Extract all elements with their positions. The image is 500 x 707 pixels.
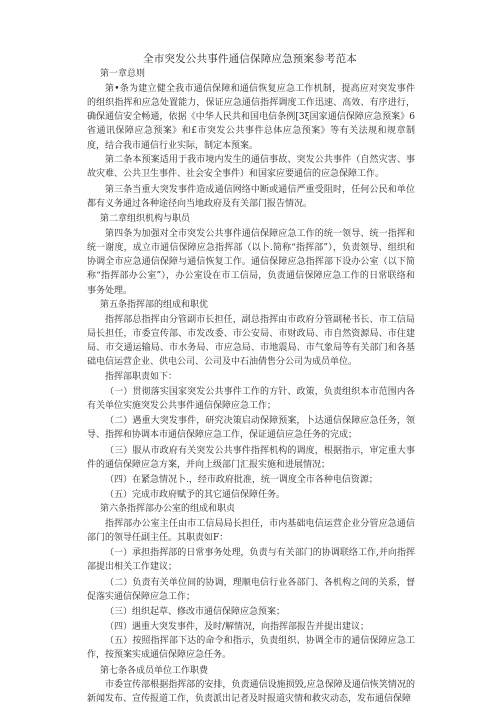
article-7-heading: 第七条各成员单位工作职费: [100, 665, 209, 676]
article-6-heading: 第六条指挥部办公室的组成和职贞: [100, 504, 236, 514]
article-4: 第四条为加强对全市突发公共事件通信保障应急工作的统一领导、统一指挥和统一谢度，成立市通信保障应急指挥部（以卜.简称“指挥部”），负责领导、组织和协调全市应急通信保障与通信恢复工作。通信保障应急指挥部下设办公室（以下简称“指挥部办公室”），办公室设在市工信局，负责通信保障应急工作的日常联络和事务处理。: [87, 228, 415, 296]
chapter-2-heading: 第二章组织机构与职员: [100, 214, 191, 224]
duty-item-4: （四）在紧急情况卜.，经市政府批准，统一调度全市各种电信资源；: [105, 475, 378, 485]
duty-item-1: （一）贯彻落实国家突发公共事件工作的方针、政策，负责组织本市范围内各有关单位实施突发公共事件通信保障应急工作；: [87, 386, 415, 411]
article-5-heading: 第五条指挥部的组成和职优: [100, 300, 209, 310]
office-duty-2: （二）负责有关单位间的协调，理顺电信行业各部门、各机构之间的关系，督促落实通信保障应急工作；: [87, 577, 415, 602]
chapter-1-heading: 第一章总则: [100, 69, 146, 79]
article-2: 第二条本预案适用于我市境内发生的通信事故、突发公共事件（自然灾害、事故灾难、公共卫生事件、社会安全事件）和国家应要通信的应急保障工作。: [87, 155, 415, 180]
duty-item-5: （五）完成市政府赋予的其它通信保障任务。: [105, 489, 286, 500]
article-3: 第三条当重大突发事件造成通信网络中断或通信严重受阻时，任何公民和单位都有义务通过各种途径向当地政府及有关部门报告情况。: [87, 184, 415, 209]
article-7-body: 市委宣传部根据指挥部的安排，负责通信设施损毁,应急保障及通信恢笑情况的新闻发布、宣传报道工作，负责派出记者及时报道灾情和救灾动态，发布通信保障: [87, 680, 415, 705]
office-duty-1: （一）承担指挥部的日常事务处理，负责与有关部门的协调联络工作,并向指挥部提出相关工作建议；: [87, 548, 415, 573]
duty-item-2: （二）遇重大突发事件，研究决策启动保障预案，卜达通信保障应急任务，领导、指挥和协调本市通信保障应急工作，保证通信应急任务的完成；: [87, 416, 415, 441]
article-6-body: 指挥部办公室主任由市工信局局长担任，市内基础电信运营企业分管应急通信部门的领导任副主任。其职责如F：: [87, 518, 415, 543]
office-duty-5: （五）按照指挥部下达的命令和指示，负责组织、协调全市的通信保障应急工作，按预案实成通信保障应急任务。: [87, 636, 415, 661]
office-duty-4: （四）遇重大突发事件，及时/解情况，向指挥部报告并提出建议；: [105, 621, 370, 632]
article-1: 第•条为建立健全我市通信保障和通信恢复应急工作机制，提高应对突发事件的组织指挥和应急处置能力，保证应急通信指挥调度工作迅速、高效、有序进行，确保通信安全畅通，依据《中华人民共和国电信条例[3ξ国家通信保障应急预案》6省通讯保障应急预案》和£市突发公共事件总体应急预案》等有关法规和规章制度，结合我市通信行业实际，制定本预案。: [87, 83, 415, 151]
article-5-body: 指挥部总指挥由分管副市长担任，副总指挥由市政府分管副秘书长、市工信局局长担任，市委宣传部、市发改委、市公安局、市财政局、市自然资源局、市住建局、市交通运输局、市水务局、市应急局、市地震局、市气象局等有关部门和各基础电信运营企业、供电公司、公司及中石油倩售分公司为成员单位。: [87, 314, 415, 368]
office-duty-3: （三）组织起草、修改市通信保障应急预案；: [105, 607, 286, 617]
document-title: 全市突发公共事件通信保障应急预案参考范本: [143, 53, 357, 65]
duties-intro: 指挥部职责如下：: [105, 372, 178, 382]
duty-item-3: （三）服从市政府有关突发公共事件指挥机构的调度，根据指示，审定重大事件的通信保障应急方案，并向上级部门汇报实施和进展情况；: [87, 445, 415, 470]
